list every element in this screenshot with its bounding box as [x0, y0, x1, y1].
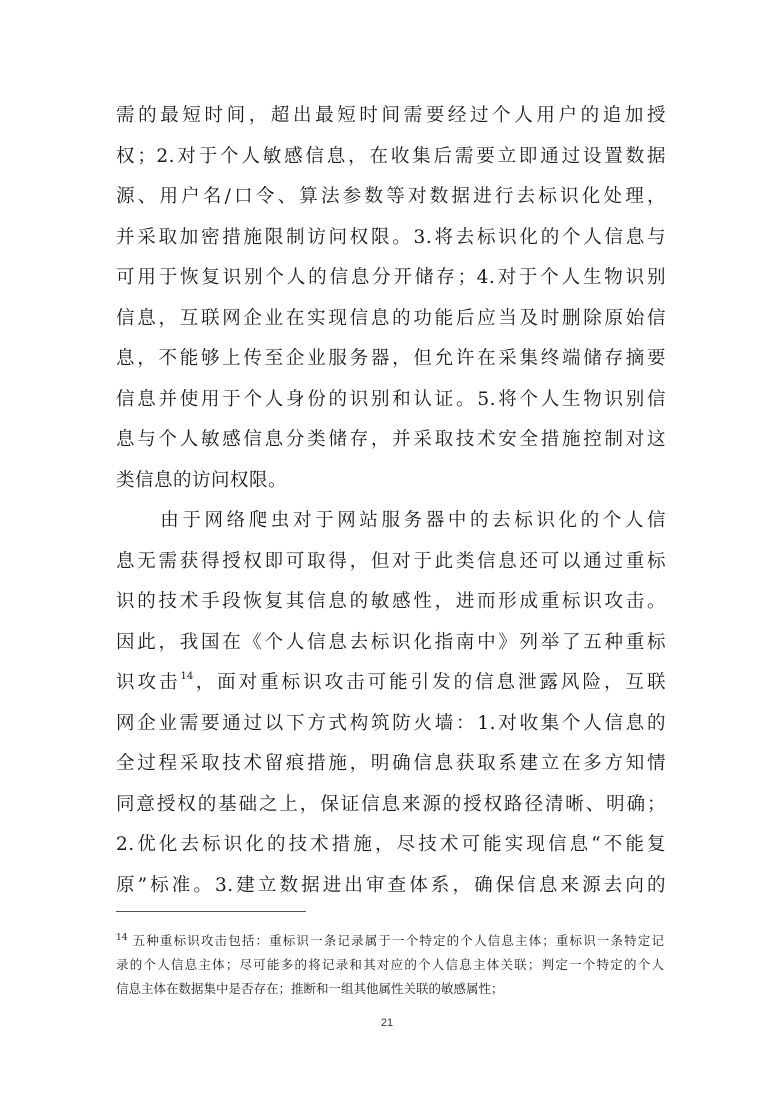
body-line: 息，不能够上传至企业服务器，但允许在采集终端储存摘要: [116, 348, 666, 369]
body-line: 权；2.对于个人敏感信息，在收集后需要立即通过设置数据: [116, 145, 666, 167]
body-line: 2.优化去标识化的技术措施，尽技术可能实现信息“不能复: [116, 834, 666, 855]
body-line: 识的技术手段恢复其信息的敏感性，进而形成重标识攻击。: [116, 591, 666, 612]
body-line: 息与个人敏感信息分类储存，并采取技术安全措施控制对这: [116, 429, 666, 450]
body-line: 同意授权的基础之上，保证信息来源的授权路径清晰、明确；: [116, 793, 666, 815]
body-line: 因此，我国在《个人信息去标识化指南中》列举了五种重标: [116, 631, 666, 653]
body-text: [116, 96, 666, 906]
body-line-segment: ，面对重标识攻击可能引发的信息泄露风险，互联: [193, 672, 666, 693]
body-line: 信息，互联网企业在实现信息的功能后应当及时删除原始信: [116, 307, 666, 329]
body-line: 信息并使用于个人身份的识别和认证。5.将个人生物识别信: [116, 388, 666, 410]
body-line: 由于网络爬虫对于网站服务器中的去标识化的个人信: [116, 510, 666, 531]
body-line-with-footnote-ref: [116, 663, 666, 704]
body-line: 并采取加密措施限制访问权限。3.将去标识化的个人信息与: [116, 226, 666, 248]
body-line-segment: 识攻击: [116, 672, 181, 693]
footnote-text: 五种重标识攻击包括：重标识一条记录属于一个特定的个人信息主体；重标识一条特定记: [131, 933, 664, 948]
body-line: 息无需获得授权即可取得，但对于此类信息还可以通过重标: [116, 550, 666, 572]
body-line: 原”标准。3.建立数据进出审查体系，确保信息来源去向的: [116, 874, 666, 896]
body-line: 源、用户名/口令、算法参数等对数据进行去标识化处理，: [116, 186, 666, 207]
footnote-line: 信息主体在数据集中是否存在；推断和一组其他属性关联的敏感属性；: [116, 981, 504, 996]
footnote: [116, 929, 664, 1001]
body-line: 可用于恢复识别个人的信息分开储存；4.对于个人生物识别: [116, 267, 666, 288]
footnote-line: 录的个人信息主体；尽可能多的将记录和其对应的个人信息主体关联；判定一个特定的个人: [116, 957, 664, 972]
body-line: 需的最短时间，超出最短时间需要经过个人用户的追加授: [116, 105, 666, 126]
footnote-number: 14: [116, 933, 128, 943]
page-number: 21: [380, 1017, 394, 1029]
footnote-reference[interactable]: 14: [180, 671, 194, 682]
body-line: 网企业需要通过以下方式构筑防火墙：1.对收集个人信息的: [116, 712, 666, 734]
footnote-separator: [116, 911, 306, 912]
body-line: 全过程采取技术留痕措施，明确信息获取系建立在多方知情: [116, 753, 666, 774]
footnote-line: [116, 929, 664, 953]
body-line: 类信息的访问权限。: [116, 469, 288, 491]
